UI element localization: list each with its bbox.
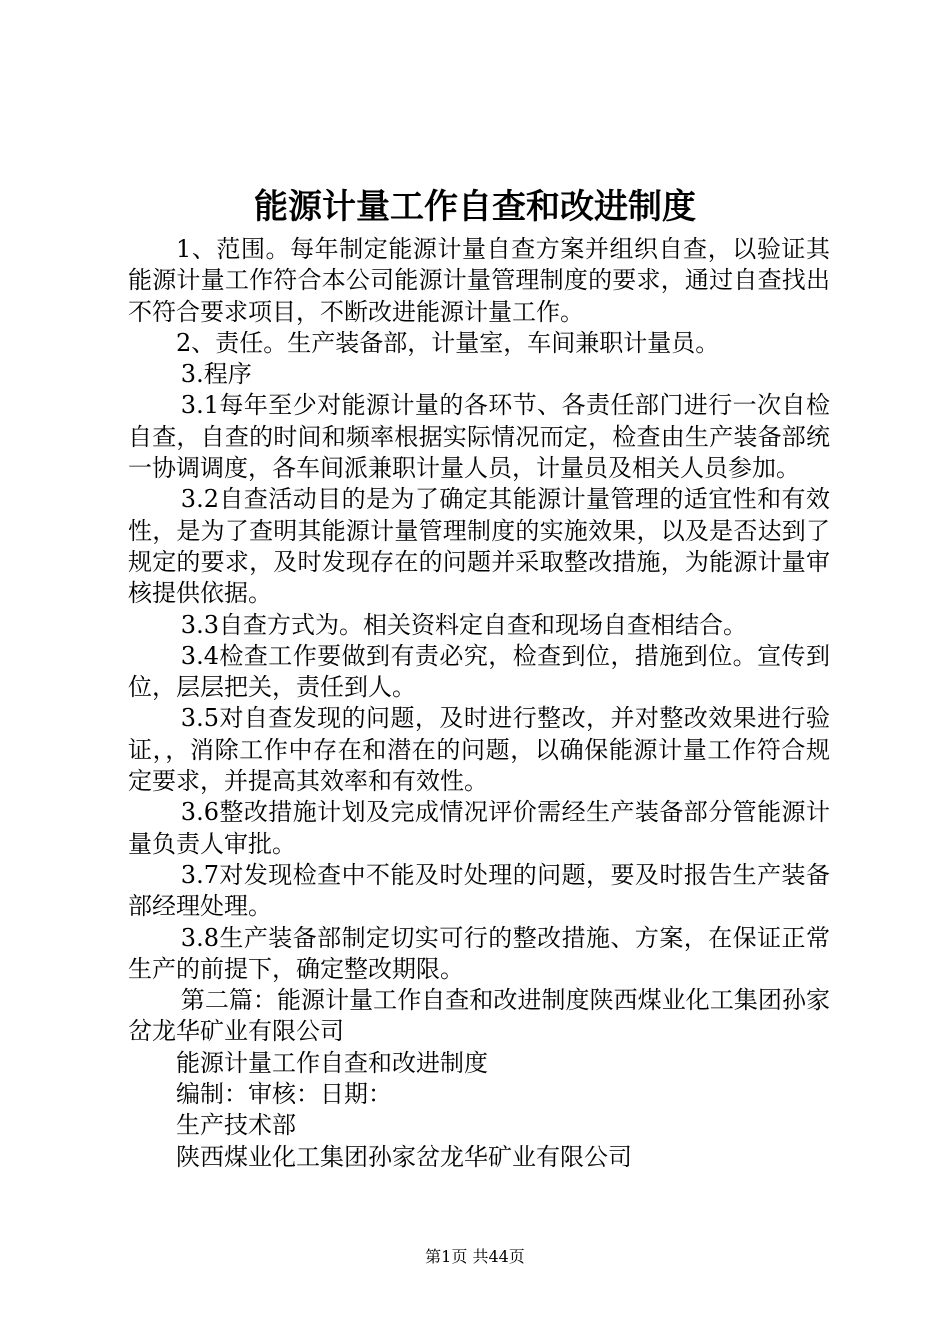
document-title: 能源计量工作自查和改进制度: [254, 187, 696, 227]
paragraph-3-8: 3.8生产装备部制定切实可行的整改措施、方案，在保证正常生产的前提下，确定整改期限。: [128, 923, 830, 983]
paragraph-procedure-heading: 3.程序: [180, 360, 252, 389]
document-body: [128, 234, 830, 1173]
paragraph-3-7: 3.7对发现检查中不能及时处理的问题，要及时报告生产装备部经理处理。: [128, 860, 830, 921]
paragraph-3-3: 3.3自查方式为。相关资料定自查和现场自查相结合。: [180, 610, 747, 639]
paragraph-responsibility: 2、责任。生产装备部，计量室，车间兼职计量员。: [176, 328, 720, 357]
paragraph-3-5: 3.5对自查发现的问题，及时进行整改，并对整改效果进行验证，，消除工作中存在和潜在的问题，以确保能源计量工作符合规定要求，并提高其效率和有效性。: [128, 704, 830, 796]
paragraph-second-part-title: 能源计量工作自查和改进制度: [176, 1048, 488, 1077]
paragraph-3-6: 3.6整改措施计划及完成情况评价需经生产装备部分管能源计量负责人审批。: [128, 798, 830, 858]
paragraph-department: 生产技术部: [176, 1111, 296, 1140]
paragraph-3-2: 3.2自查活动目的是为了确定其能源计量管理的适宜性和有效性，是为了查明其能源计量管理制度的实施效果，以及是否达到了规定的要求，及时发现存在的问题并采取整改措施，为能源计量审核提供依据。: [128, 485, 830, 608]
paragraph-3-1: 3.1每年至少对能源计量的各环节、各责任部门进行一次自检自查，自查的时间和频率根据实际情况而定，检查由生产装备部统一协调调度，各车间派兼职计量人员，计量员及相关人员参加。: [128, 391, 830, 483]
paragraph-company: 陕西煤业化工集团孙家岔龙华矿业有限公司: [176, 1142, 632, 1171]
page-footer: 第1页 共44页: [425, 1247, 525, 1266]
paragraph-second-part-heading: 第二篇：能源计量工作自查和改进制度陕西煤业化工集团孙家岔龙华矿业有限公司: [128, 986, 830, 1046]
paragraph-signoff-fields: 编制：审核：日期：: [176, 1080, 392, 1109]
paragraph-scope: 1、范围。每年制定能源计量自查方案并组织自查，以验证其能源计量工作符合本公司能源计量管理制度的要求，通过自查找出不符合要求项目，不断改进能源计量工作。: [128, 235, 830, 326]
paragraph-3-4: 3.4检查工作要做到有责必究，检查到位，措施到位。宣传到位，层层把关，责任到人。: [128, 641, 830, 702]
